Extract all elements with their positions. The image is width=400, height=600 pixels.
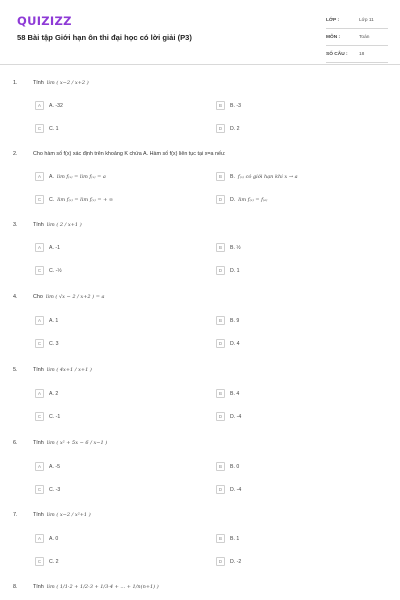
option-letter-box: B [216, 316, 225, 325]
option-letter-box: A [35, 101, 44, 110]
question-text: Tính [33, 222, 44, 228]
question-text: Tính [33, 584, 44, 590]
option-d[interactable] [216, 339, 240, 348]
option-text: A. 1 [49, 317, 59, 324]
question-header [13, 151, 226, 157]
question-number: 6. [13, 440, 18, 446]
option-letter-box: C [35, 339, 44, 348]
option-c[interactable] [35, 124, 59, 133]
question-header [13, 512, 91, 518]
question-number: 8. [13, 584, 18, 590]
option-c[interactable] [35, 485, 60, 494]
question-header [13, 440, 107, 446]
option-a[interactable] [35, 243, 60, 252]
option-c[interactable] [35, 195, 113, 204]
question-text: Cho hàm số f(x) xác định trên khoảng K chứa A. Hàm số f(x) liên tục tại x=a nếu: [33, 151, 226, 157]
option-text: C. 2 [49, 558, 59, 565]
option-text: A. -32 [49, 102, 63, 109]
question-number: 4. [13, 294, 18, 300]
option-letter-box: A [35, 389, 44, 398]
option-text: A. -5 [49, 463, 60, 470]
option-d[interactable] [216, 266, 240, 275]
option-formula: lim f₍ₓ₎ = lim f₍ₓ₎ = a [56, 173, 106, 180]
question-number: 1. [13, 80, 18, 86]
question-text: Tính [33, 367, 44, 373]
option-formula: lim f₍ₓ₎ = lim f₍ₓ₎ = + ∞ [57, 196, 114, 203]
option-letter-box: B [216, 243, 225, 252]
option-letter-box: D [216, 557, 225, 566]
option-letter-box: D [216, 195, 225, 204]
meta-row-subject [326, 29, 388, 46]
option-b[interactable] [216, 462, 239, 471]
option-a[interactable] [35, 389, 58, 398]
option-b[interactable] [216, 172, 298, 181]
option-text: C. -3 [49, 486, 61, 493]
option-d[interactable] [216, 195, 267, 204]
option-text: D. -4 [230, 413, 242, 420]
option-letter-box: C [35, 124, 44, 133]
option-letter-box: C [35, 412, 44, 421]
question-header [13, 367, 92, 373]
question-text: Cho [33, 294, 43, 300]
question-number: 7. [13, 512, 18, 518]
meta-row-class [326, 12, 388, 29]
option-letter-box: D [216, 485, 225, 494]
meta-row-count [326, 46, 388, 63]
option-letter-box: A [35, 243, 44, 252]
option-a[interactable] [35, 462, 60, 471]
question-formula: lim ( x−2 / x+2 ) [46, 80, 89, 86]
option-d[interactable] [216, 485, 241, 494]
question-number: 3. [13, 222, 18, 228]
option-b[interactable] [216, 389, 239, 398]
option-a[interactable] [35, 101, 63, 110]
option-formula: lim f₍ₓ₎ = f₍ₐ₎ [238, 196, 268, 203]
question-formula: lim ( √x − 2 / x+2 ) = a [45, 294, 105, 300]
option-text: D. -2 [230, 558, 242, 565]
option-c[interactable] [35, 339, 59, 348]
option-letter-box: C [35, 557, 44, 566]
option-text: A. 0 [49, 535, 59, 542]
meta-value: 18 [359, 51, 365, 57]
option-text: C. 3 [49, 340, 59, 347]
question-number: 2. [13, 151, 18, 157]
option-a[interactable] [35, 316, 58, 325]
option-c[interactable] [35, 412, 60, 421]
option-letter-box: B [216, 534, 225, 543]
meta-key: SỐ CÂU : [326, 51, 348, 57]
option-letter-box: D [216, 412, 225, 421]
option-text: D. [230, 196, 236, 203]
option-d[interactable] [216, 412, 241, 421]
option-d[interactable] [216, 557, 241, 566]
option-letter-box: B [216, 462, 225, 471]
option-text: A. -1 [49, 244, 60, 251]
option-b[interactable] [216, 534, 239, 543]
question-number: 5. [13, 367, 18, 373]
option-letter-box: D [216, 339, 225, 348]
option-text: B. 9 [230, 317, 240, 324]
option-b[interactable] [216, 101, 241, 110]
question-header [13, 222, 82, 228]
question-header [13, 80, 89, 86]
option-letter-box: B [216, 389, 225, 398]
option-letter-box: C [35, 485, 44, 494]
option-text: D. 2 [230, 125, 240, 132]
option-letter-box: D [216, 266, 225, 275]
option-text: C. -1 [49, 413, 61, 420]
meta-key: MÔN : [326, 34, 341, 40]
option-letter-box: A [35, 462, 44, 471]
option-letter-box: A [35, 534, 44, 543]
option-formula: f₍ₓ₎ có giới hạn khi x → a [237, 173, 298, 180]
question-text: Tính [33, 440, 44, 446]
option-letter-box: A [35, 316, 44, 325]
meta-value: Toán [359, 34, 370, 40]
question-formula: lim ( x² + 5x − 6 / x−1 ) [46, 440, 108, 446]
question-formula: lim ( x−2 / x²+1 ) [46, 512, 91, 518]
option-text: C. -½ [49, 267, 62, 274]
meta-value: Lớp 11 [359, 17, 374, 23]
question-header [13, 294, 104, 300]
header-divider [0, 64, 400, 65]
option-c[interactable] [35, 266, 62, 275]
question-text: Tính [33, 512, 44, 518]
option-d[interactable] [216, 124, 240, 133]
brand-logo: QUIZIZZ [17, 14, 72, 28]
question-formula: lim ( 4x+1 / x+1 ) [46, 367, 92, 373]
option-c[interactable] [35, 557, 59, 566]
question-formula: lim ( 2 / x+1 ) [46, 222, 82, 228]
question-formula: lim ( 1/1·2 + 1/2·3 + 1/3·4 + ... + 1/n(n+1) ) [46, 584, 159, 590]
option-text: D. 4 [230, 340, 240, 347]
option-text: D. -4 [230, 486, 242, 493]
option-text: A. 2 [49, 390, 59, 397]
option-letter-box: C [35, 266, 44, 275]
option-text: B. 4 [230, 390, 240, 397]
page-title: 58 Bài tập Giới hạn ôn thi đại học có lời giải (P3) [17, 33, 192, 42]
option-b[interactable] [216, 243, 241, 252]
option-text: C. 1 [49, 125, 59, 132]
meta-key: LỚP : [326, 17, 340, 23]
option-a[interactable] [35, 172, 106, 181]
question-text: Tính [33, 80, 44, 86]
option-text: C. [49, 196, 55, 203]
option-a[interactable] [35, 534, 58, 543]
option-letter-box: D [216, 124, 225, 133]
option-letter-box: A [35, 172, 44, 181]
option-text: B. [230, 173, 235, 180]
option-text: B. 0 [230, 463, 240, 470]
option-text: A. [49, 173, 54, 180]
option-text: B. -3 [230, 102, 241, 109]
option-letter-box: B [216, 101, 225, 110]
option-text: D. 1 [230, 267, 240, 274]
option-text: B. 1 [230, 535, 240, 542]
option-letter-box: B [216, 172, 225, 181]
question-header [13, 584, 159, 590]
option-letter-box: C [35, 195, 44, 204]
option-b[interactable] [216, 316, 239, 325]
option-text: B. ½ [230, 244, 241, 251]
meta-panel [326, 12, 388, 63]
